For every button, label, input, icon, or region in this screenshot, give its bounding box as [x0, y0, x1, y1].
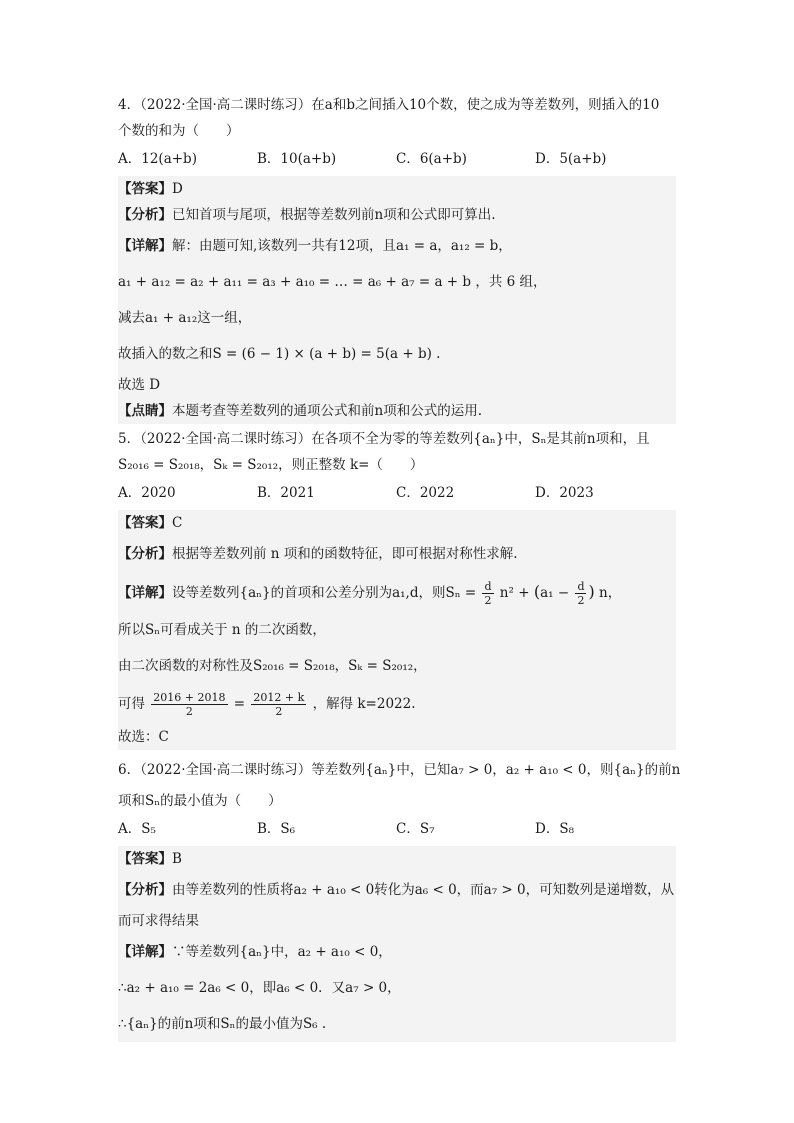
q6-detail1: 【详解】∵等差数列{aₙ}中，a₂ + a₁₀ < 0， [118, 944, 392, 960]
q6-solution-block [118, 846, 676, 1042]
section-tag: 【详解】 [118, 585, 172, 601]
q4-choose: 故选 D [118, 377, 161, 393]
q5-frac1-den: 2 [185, 705, 193, 718]
q4-answer: 【答案】D [118, 181, 183, 197]
q4-detail4: 故插入的数之和S = (6 − 1) × (a + b) = 5(a + b) . [118, 346, 441, 362]
q4-detail1: 【详解】解：由题可知,该数列一共有12项，且a₁ = a，a₁₂ = b， [118, 238, 512, 254]
q5-frac2-num: 2012 + k [253, 691, 305, 704]
q5-stem-line2: S₂₀₁₆ = S₂₀₁₈，Sₖ = S₂₀₁₂，则正整数 k=（ ） [118, 457, 424, 473]
q5-options [118, 478, 676, 508]
q4-detail2: a₁ + a₁₂ = a₂ + a₁₁ = a₃ + a₁₀ = … = a₆ + a₇ = a + b ，共 6 组， [118, 274, 547, 290]
q5-paren-a1: a₁ − [540, 585, 570, 601]
q5-answer: 【答案】C [118, 515, 183, 531]
q5-detail4-lead: 可得 [118, 696, 145, 712]
q5-equals: = [233, 696, 246, 712]
q6-detail2: ∴a₂ + a₁₀ = 2a₆ < 0，即a₆ < 0．又a₇ > 0， [118, 980, 401, 996]
q5-frac-d-num-b: d [577, 580, 585, 593]
q5-frac-sym-right [251, 691, 306, 718]
q5-frac-d-den: 2 [484, 594, 492, 607]
section-tag: 【详解】 [118, 238, 172, 254]
q6-option-a: A．S₅ [118, 821, 156, 837]
q4-options [118, 144, 676, 174]
section-tag: 【答案】 [118, 181, 172, 197]
q5-detail1-tail: n， [599, 585, 622, 601]
q4-option-c: C．6(a+b) [396, 151, 467, 167]
q4-stem-line1: 4．（2022·全国·高二课时练习）在a和b之间插入10个数，使之成为等差数列，则插入的10 [118, 97, 660, 113]
section-tag: 【分析】 [118, 546, 172, 562]
q5-option-a: A．2020 [118, 485, 176, 501]
q4-option-a: A．12(a+b) [118, 151, 197, 167]
q6-option-d: D．S₈ [535, 821, 574, 837]
section-tag: 【点睛】 [118, 403, 172, 419]
q5-frac-d-over-2 [482, 580, 493, 607]
q5-detail1-lead: 【详解】设等差数列{aₙ}的首项和公差分别为a₁,d，则Sₙ = [118, 585, 477, 601]
q5-detail1 [118, 572, 676, 612]
q5-detail2: 所以Sₙ可看成关于 n 的二次函数， [118, 622, 326, 638]
q4-analysis: 【分析】已知首项与尾项，根据等差数列前n项和公式即可算出. [118, 207, 496, 223]
q5-option-b: B．2021 [257, 485, 315, 501]
q5-frac1-num: 2016 + 2018 [153, 691, 226, 704]
q6-stem-line2: 项和Sₙ的最小值为（ ） [118, 793, 282, 809]
section-tag: 【分析】 [118, 882, 172, 898]
q5-detail4 [118, 684, 676, 724]
q5-detail1-mid: n² + [499, 585, 530, 601]
section-tag: 【分析】 [118, 207, 172, 223]
q6-answer: 【答案】B [118, 851, 182, 867]
q5-paren-close: ) [588, 582, 595, 601]
q5-choose: 故选：C [118, 729, 169, 745]
q6-analysis1: 【分析】由等差数列的性质将a₂ + a₁₀ < 0转化为a₆ < 0，而a₇ > 0，可知数列是递增数，从 [118, 882, 675, 898]
q6-options [118, 814, 676, 844]
q5-paren-term: ( [533, 582, 541, 601]
section-tag: 【答案】 [118, 851, 172, 867]
q6-analysis2: 而可求得结果 [118, 913, 199, 929]
section-tag: 【详解】 [118, 944, 172, 960]
q5-stem-line1: 5．（2022·全国·高二课时练习）在各项不全为零的等差数列{aₙ}中，Sₙ是其前n项和，且 [118, 431, 650, 447]
q5-frac2-den: 2 [275, 705, 283, 718]
q5-solution-block [118, 510, 676, 750]
q4-solution-block [118, 176, 676, 424]
q5-frac-d-over-2-b [575, 580, 586, 607]
q6-detail3: ∴{aₙ}的前n项和Sₙ的最小值为S₆ . [118, 1016, 327, 1032]
q6-stem-line1: 6．（2022·全国·高二课时练习）等差数列{aₙ}中，已知a₇ > 0，a₂ + a₁₀ < 0，则{aₙ}的前n [118, 762, 681, 778]
q5-option-d: D．2023 [535, 485, 594, 501]
q5-frac-sym-left [151, 691, 227, 718]
q4-stem-line2: 个数的和为（ ） [118, 123, 240, 139]
section-tag: 【答案】 [118, 515, 172, 531]
q4-option-d: D．5(a+b) [535, 151, 607, 167]
q4-option-b: B．10(a+b) [257, 151, 337, 167]
q4-comment: 【点睛】本题考查等差数列的通项公式和前n项和公式的运用. [118, 403, 482, 419]
q6-option-c: C．S₇ [396, 821, 435, 837]
document-content [118, 92, 681, 1044]
q5-detail4-tail: ，解得 k=2022. [312, 696, 416, 712]
q5-option-c: C．2022 [396, 485, 455, 501]
q5-analysis: 【分析】根据等差数列前 n 项和的函数特征，即可根据对称性求解. [118, 546, 518, 562]
q4-detail3: 减去a₁ + a₁₂这一组， [118, 310, 252, 326]
q5-frac-d-den-b: 2 [577, 594, 585, 607]
q6-option-b: B．S₆ [257, 821, 296, 837]
q5-frac-d-num: d [484, 580, 492, 593]
q5-detail3: 由二次函数的对称性及S₂₀₁₆ = S₂₀₁₈，Sₖ = S₂₀₁₂， [118, 658, 427, 674]
